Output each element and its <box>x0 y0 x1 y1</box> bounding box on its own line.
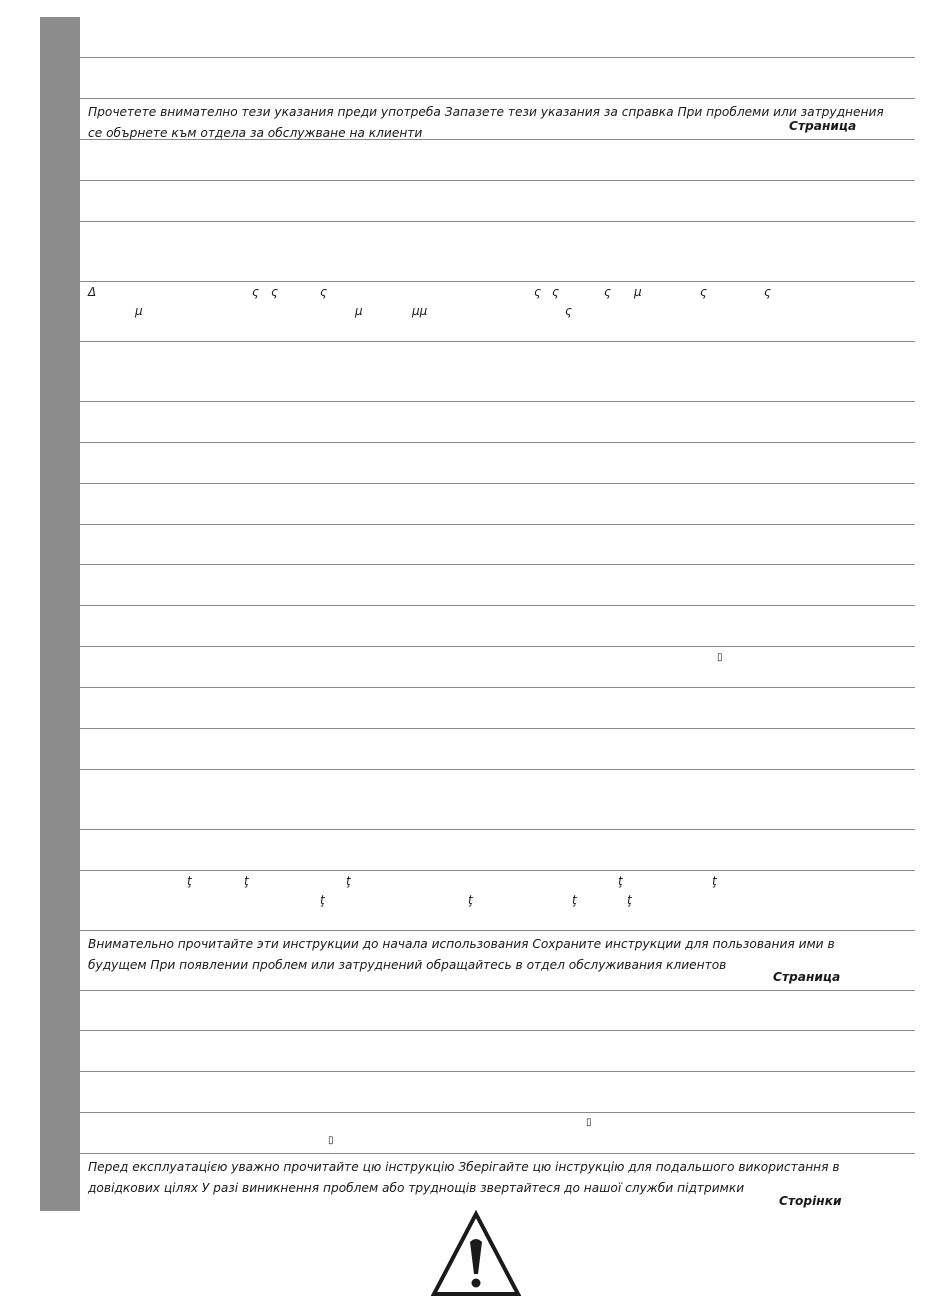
language-tab <box>40 282 80 342</box>
language-tab <box>40 1072 80 1113</box>
glyph: ţ <box>627 893 632 907</box>
language-row-ru <box>40 931 915 991</box>
glyph: ς <box>552 285 560 299</box>
language-row <box>40 1031 915 1072</box>
glyph: ţ <box>187 874 192 888</box>
warning-triangle-icon <box>431 1210 521 1298</box>
language-row <box>40 688 915 729</box>
glyph: ς <box>534 285 542 299</box>
language-row <box>40 525 915 565</box>
missing-glyph-box: ▯ <box>586 1117 592 1128</box>
language-row <box>40 1113 915 1154</box>
language-row <box>40 58 915 99</box>
missing-glyph-box: ▯ <box>717 652 723 663</box>
language-row <box>40 991 915 1031</box>
language-tab <box>40 931 80 991</box>
language-row <box>40 222 915 282</box>
language-tab <box>40 991 80 1031</box>
language-tab <box>40 342 80 402</box>
language-tab <box>40 402 80 443</box>
language-tab <box>40 181 80 222</box>
glyph: ς <box>565 304 573 318</box>
page-label-bg: Страница <box>789 119 857 133</box>
glyph: ς <box>700 285 708 299</box>
language-tab <box>40 484 80 525</box>
language-row-el <box>40 282 915 342</box>
language-tab <box>40 1154 80 1211</box>
glyph: ţ <box>712 874 717 888</box>
language-tab <box>40 443 80 484</box>
glyph: ţ <box>618 874 623 888</box>
language-row <box>40 565 915 606</box>
glyph: ţ <box>244 874 249 888</box>
language-tab <box>40 770 80 830</box>
glyph: ς <box>271 285 279 299</box>
language-tab <box>40 647 80 688</box>
language-row <box>40 1072 915 1113</box>
instructions-text-uk: Перед експлуатацією уважно прочитайте цю інструкцію Зберігайте цю інструкцію для подальшого використання в довідкових цілях У разі виникнення проблем або труднощів звертайтеся до нашої служби підтримки <box>88 1160 840 1195</box>
language-row <box>40 443 915 484</box>
language-row <box>40 17 915 58</box>
language-row-uk <box>40 1154 915 1211</box>
language-tab <box>40 565 80 606</box>
language-row-ro <box>40 871 915 931</box>
language-row <box>40 729 915 770</box>
language-tab <box>40 17 80 58</box>
glyph: ς <box>604 285 612 299</box>
language-row <box>40 140 915 181</box>
language-row <box>40 647 915 688</box>
glyph: Δ <box>88 285 97 299</box>
language-row <box>40 606 915 647</box>
language-tab <box>40 688 80 729</box>
page-label-ru: Страница <box>773 970 841 984</box>
page-label-uk: Сторінки <box>779 1194 842 1208</box>
language-tab <box>40 58 80 99</box>
glyph: ţ <box>346 874 351 888</box>
language-row-bg <box>40 99 915 140</box>
instructions-text-ru: Внимательно прочитайте эти инструкции до начала использования Сохраните инструкции для пользования ими в будущем При появлении проблем или затруднений обращайтесь в отдел обслуживания клиентов <box>88 937 835 972</box>
language-tab <box>40 871 80 931</box>
language-row <box>40 830 915 871</box>
glyph: ς <box>252 285 260 299</box>
language-row <box>40 484 915 525</box>
language-tab <box>40 1031 80 1072</box>
glyph: ţ <box>468 893 473 907</box>
language-tab <box>40 830 80 871</box>
language-tab <box>40 606 80 647</box>
glyph: μ <box>634 285 642 299</box>
language-tab <box>40 222 80 282</box>
language-tab <box>40 1113 80 1154</box>
language-tab <box>40 525 80 565</box>
glyph: ţ <box>572 893 577 907</box>
glyph: μ <box>135 304 143 318</box>
glyph: μ <box>355 304 363 318</box>
language-tab <box>40 729 80 770</box>
glyph: ţ <box>320 893 325 907</box>
glyph: ς <box>320 285 328 299</box>
instructions-text-bg: Прочетете внимателно тези указания преди употреба Запазете тези указания за справка При проблеми или затруднения се обърнете към отдела за обслужване на клиенти <box>88 105 884 140</box>
glyph: ς <box>764 285 772 299</box>
language-row <box>40 770 915 830</box>
glyph: μμ <box>412 304 428 318</box>
missing-glyph-box: ▯ <box>328 1135 334 1146</box>
language-tab <box>40 99 80 140</box>
language-tab <box>40 140 80 181</box>
language-row <box>40 181 915 222</box>
language-row <box>40 342 915 402</box>
language-row <box>40 402 915 443</box>
